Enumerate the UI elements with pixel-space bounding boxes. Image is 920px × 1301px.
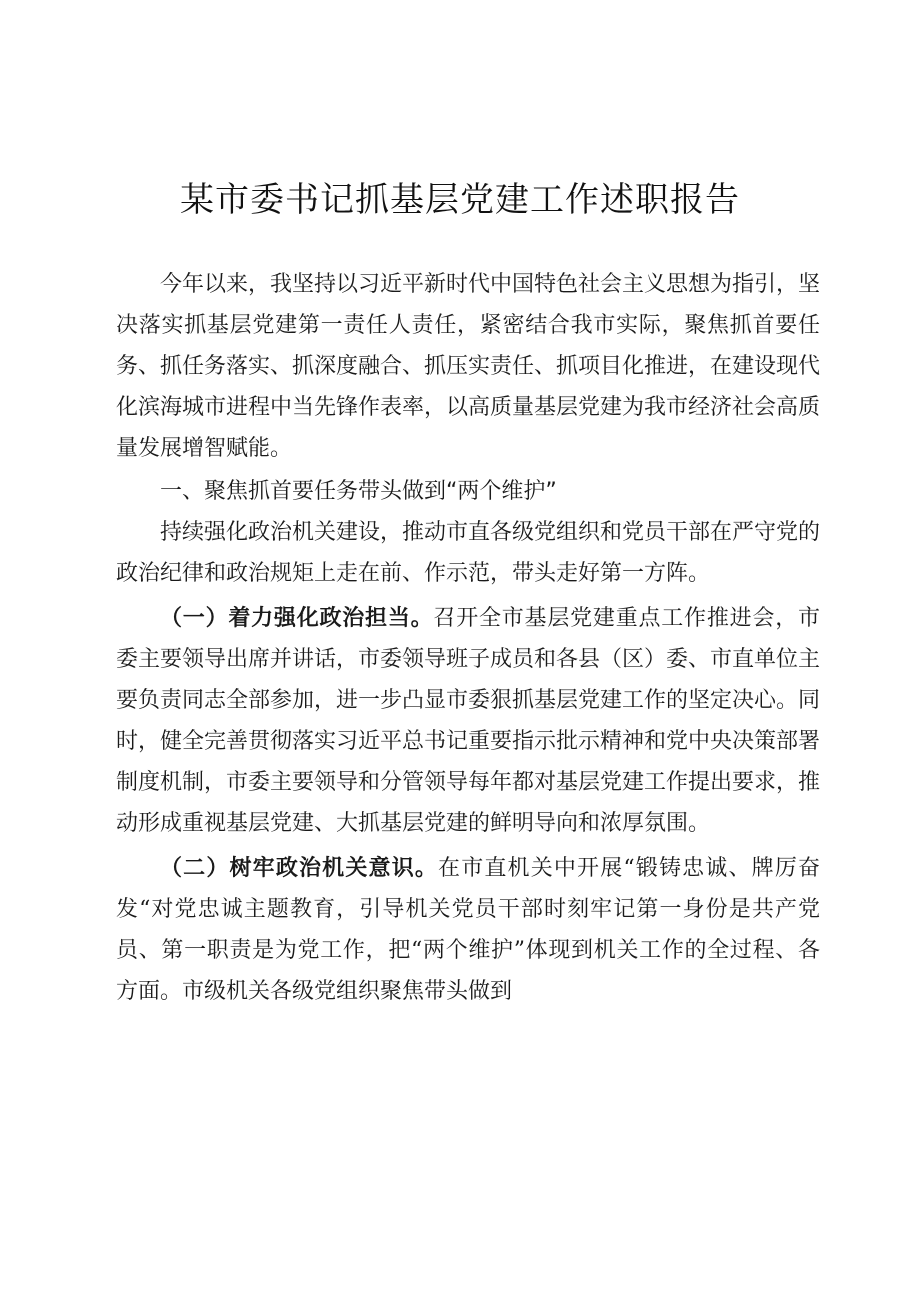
item-lead-2: （二）树牢政治机关意识。: [160, 855, 439, 881]
item-text-1: 召开全市基层党建重点工作推进会，市委主要领导出席并讲话，市委领导班子成员和各县（区）委、市直单位主要负责同志全部参加，进一步凸显市委狠抓基层党建工作的坚定决心。同时，健全完善贯彻落实习近平总书记重要指示批示精神和党中央决策部署制度机制，市委主要领导和分管领导每年都对基层党建工作提出要求，推动形成重视基层党建、大抓基层党建的鲜明导向和浓厚氛围。: [116, 606, 821, 836]
section-intro-paragraph: 持续强化政治机关建设，推动市直各级党组织和党员干部在严守党的政治纪律和政治规矩上走在前、作示范，带头走好第一方阵。: [116, 520, 821, 586]
section-heading: 一、聚焦抓首要任务带头做到“两个维护”: [160, 479, 557, 504]
document-title: 某市委书记抓基层党建工作述职报告: [180, 180, 740, 220]
item-text-2: 在市直机关中开展“锻铸忠诚、牌厉奋发“对党忠诚主题教育，引导机关党员干部时刻牢记第一身份是共产党员、第一职责是为党工作，把“两个维护”体现到机关工作的全过程、各方面。市级机关各级党组织聚焦带头做到: [116, 856, 820, 1004]
item-paragraph-2: [116, 848, 820, 1012]
document-body: [116, 264, 820, 1012]
item-lead-1: （一）着力强化政治担当。: [160, 605, 434, 631]
item-paragraph-1: [116, 598, 820, 844]
intro-paragraph: 今年以来，我坚持以习近平新时代中国特色社会主义思想为指引，坚决落实抓基层党建第一责任人责任，紧密结合我市实际，聚焦抓首要任务、抓任务落实、抓深度融合、抓压实责任、抓项目化推进，在建设现代化滨海城市进程中当先锋作表率，以高质量基层党建为我市经济社会高质量发展增智赋能。: [116, 272, 821, 461]
